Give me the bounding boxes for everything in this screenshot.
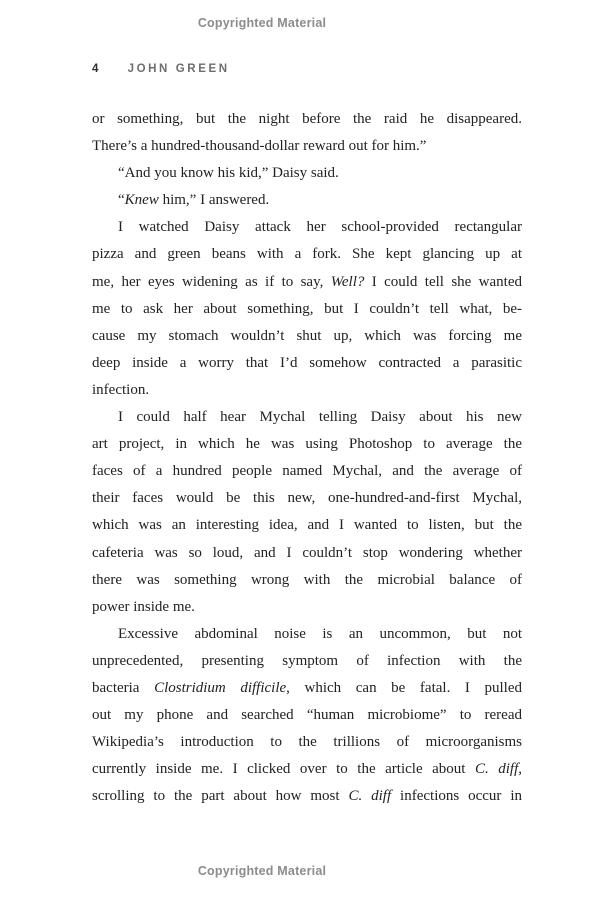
text-run: bacteria bbox=[92, 679, 155, 696]
author-name: JOHN GREEN bbox=[127, 63, 230, 75]
body-line bbox=[92, 106, 522, 133]
body-line bbox=[92, 214, 522, 241]
text-run: scrolling to the part about how most bbox=[92, 788, 349, 805]
text-run: Excessive abdominal noise is an uncommon, but not bbox=[118, 625, 522, 642]
body-line bbox=[92, 648, 522, 675]
text-run: I watched Daisy attack her school-provided rectangular bbox=[118, 219, 522, 236]
text-run: cause my stomach wouldn’t shut up, which was forcing me bbox=[92, 327, 522, 344]
text-run: unprecedented, presenting symptom of infection with the bbox=[92, 652, 522, 669]
copyright-banner-bottom: Copyrighted Material bbox=[197, 864, 327, 878]
text-run: art project, in which he was using Photoshop to average the bbox=[92, 436, 522, 453]
text-run: infections occur in bbox=[391, 788, 522, 805]
body-line bbox=[92, 594, 522, 621]
text-run: , which can be fatal. I pulled bbox=[286, 679, 522, 696]
italic-text-run: C. diff bbox=[474, 761, 519, 778]
body-line bbox=[92, 729, 522, 756]
body-line bbox=[92, 296, 522, 323]
text-run: me to ask her about something, but I couldn’t tell what, be- bbox=[92, 300, 522, 317]
copyright-banner-top: Copyrighted Material bbox=[197, 16, 327, 30]
text-run: power inside me. bbox=[92, 598, 195, 615]
text-run: out my phone and searched “human microbiome” to reread bbox=[92, 707, 522, 724]
body-line bbox=[92, 160, 522, 187]
body-line bbox=[92, 187, 522, 214]
text-run: pizza and green beans with a fork. She kept glancing up at bbox=[92, 246, 522, 263]
body-line bbox=[92, 323, 522, 350]
body-line bbox=[92, 350, 522, 377]
body-line bbox=[92, 621, 522, 648]
text-run: or something, but the night before the raid he disappeared. bbox=[92, 111, 522, 127]
text-run: I could tell she wanted bbox=[364, 273, 522, 290]
running-header bbox=[92, 62, 230, 77]
text-run: infection. bbox=[92, 381, 150, 398]
body-line bbox=[92, 567, 522, 594]
text-run: cafeteria was so loud, and I couldn’t stop wondering whether bbox=[92, 544, 522, 561]
text-run: there was something wrong with the microbial balance of bbox=[92, 571, 522, 588]
text-run: him,” I answered. bbox=[158, 192, 270, 209]
text-run: deep inside a worry that I’d somehow contracted a parasitic bbox=[92, 354, 522, 371]
body-line bbox=[92, 404, 522, 431]
italic-text-run: C. diff bbox=[348, 788, 392, 805]
body-line bbox=[92, 269, 522, 296]
italic-text-run: Clostridium difficile bbox=[154, 679, 287, 696]
body-line bbox=[92, 675, 522, 702]
text-run: I could half hear Mychal telling Daisy about his new bbox=[118, 409, 522, 426]
text-run: which was an interesting idea, and I wanted to listen, but the bbox=[92, 517, 522, 534]
page-number: 4 bbox=[92, 63, 99, 75]
body-line bbox=[92, 485, 522, 512]
italic-text-run: Well? bbox=[330, 273, 365, 290]
body-line bbox=[92, 431, 522, 458]
text-run: Wikipedia’s introduction to the trillions of microorganisms bbox=[92, 734, 522, 751]
text-run: currently inside me. I clicked over to the article about bbox=[92, 761, 475, 778]
body-line bbox=[92, 458, 522, 485]
text-run: me, her eyes widening as if to say, bbox=[92, 273, 331, 290]
text-run: “And you know his kid,” Daisy said. bbox=[118, 165, 339, 182]
body-line bbox=[92, 133, 522, 160]
body-line bbox=[92, 540, 522, 567]
body-line bbox=[92, 783, 522, 810]
italic-text-run: Knew bbox=[124, 192, 159, 209]
body-line bbox=[92, 512, 522, 539]
text-run: their faces would be this new, one-hundred-and-first Mychal, bbox=[92, 490, 522, 507]
body-line bbox=[92, 377, 522, 404]
body-line bbox=[92, 241, 522, 268]
body-line bbox=[92, 702, 522, 729]
text-run: “ bbox=[118, 192, 125, 209]
text-run: , bbox=[518, 761, 522, 778]
body-text bbox=[92, 106, 522, 810]
body-line bbox=[92, 756, 522, 783]
text-run: There’s a hundred-thousand-dollar reward out for him.” bbox=[92, 138, 427, 155]
text-run: faces of a hundred people named Mychal, and the average of bbox=[92, 463, 522, 480]
